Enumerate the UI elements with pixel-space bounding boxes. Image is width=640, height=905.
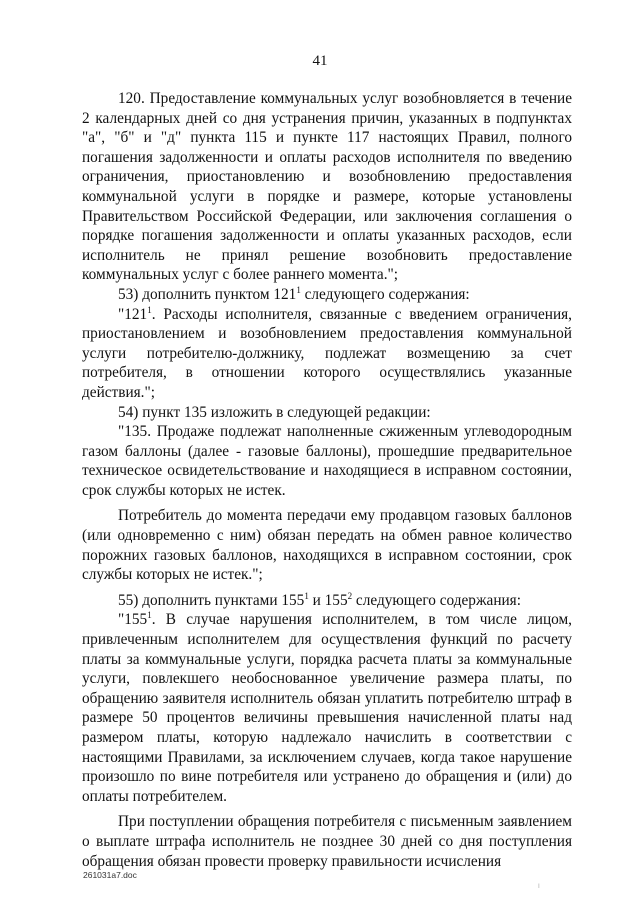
text: и 155 — [308, 591, 348, 609]
text: "155 — [118, 611, 148, 629]
paragraph-120: 120. Предоставление коммунальных услуг возобновляется в течение 2 календарных дней со дня устранения причин, указанных в подпунктах "а", "б" и "д" пункта 115 и пункте 117 настоящих Правил, полного погашения задолженности и оплаты расходов исполнителя по введению ограничения, приостановлению и возобновлению предоставления коммунальной услуги в порядке и размере, которые установлены Правительством Российской Федерации, или заключения соглашения о порядке погашения задолженности и оплаты указанных расходов, если исполнитель не принял решение возобновить предоставление коммунальных услуг с более раннего момента."; — [82, 90, 572, 284]
text: следующего содержания: — [352, 591, 521, 609]
paragraph-155-1 — [82, 610, 572, 806]
footer-filename: 261031a7.doc — [83, 870, 137, 880]
superscript: 1 — [304, 590, 309, 601]
scan-mark: Ⅰ — [538, 884, 540, 890]
superscript: 1 — [147, 304, 152, 315]
superscript: 1 — [296, 284, 301, 295]
superscript: 1 — [147, 610, 152, 621]
text: . В случае нарушения исполнителем, в том числе лицом, привлеченным исполнителем для осуществления функций по расчету платы за коммунальные услуги, порядка расчета платы за коммунальные услуги, повлекшего необоснованное увеличение размера платы, по обращению заявителя исполнитель обязан уплатить потребителю штраф в размере 50 процентов величины превышения начисленной платы над размером платы, которую надлежало начислить в соответствии с настоящими Правилами, за исключением случаев, когда такое нарушение произошло по вине потребителя или устранено до обращения и (или) до оплаты потребителем. — [82, 611, 572, 805]
text: 55) дополнить пунктами 155 — [118, 591, 305, 609]
document-body — [82, 89, 572, 871]
paragraph-consumer-exchange: Потребитель до момента передачи ему продавцом газовых баллонов (или одновременно с ним) обязан передать на обмен равное количество порожних газовых баллонов, находящихся в исправном состоянии, срок службы которых не истек."; — [82, 507, 572, 584]
text: "121 — [118, 305, 148, 323]
paragraph-item-53 — [82, 285, 572, 305]
text: следующего содержания: — [300, 285, 470, 303]
paragraph-121-1 — [82, 305, 572, 403]
text: . Расходы исполнителя, связанные с введением ограничения, приостановлением и возобновлением предоставления коммунальной услуги потребителю-должнику, подлежат возмещению за счет потребителя, в отношении которого осуществлялись указанные действия."; — [82, 305, 572, 401]
paragraph-item-55 — [82, 591, 572, 611]
paragraph-penalty-claim: При поступлении обращения потребителя с письменным заявлением о выплате штрафа исполнитель не позднее 30 дней со дня поступления обращения обязан провести проверку правильности исчисления — [82, 813, 572, 870]
text: 53) дополнить пунктом 121 — [118, 285, 297, 303]
paragraph-item-54: 54) пункт 135 изложить в следующей редакции: — [118, 403, 431, 421]
superscript: 2 — [347, 590, 353, 601]
paragraph-135: "135. Продаже подлежат наполненные сжиженным углеводородным газом баллоны (далее - газовые баллоны), прошедшие предварительное техническое освидетельствование и находящиеся в исправном состоянии, срок службы которых не истек. — [82, 423, 572, 499]
page-number: 41 — [312, 53, 328, 69]
